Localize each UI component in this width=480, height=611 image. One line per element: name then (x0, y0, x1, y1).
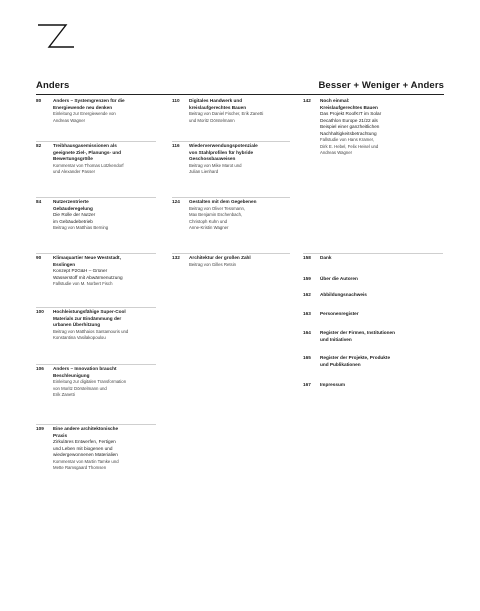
entry-title: urbanen Überhitzung (53, 322, 101, 327)
entry-title: geeignete Ziel-, Planungs- und (53, 149, 121, 155)
entry-author: Mette Ramsgaard Thomsen (53, 465, 107, 470)
toc-entry[interactable] (172, 199, 290, 232)
entry-author: Andreas Wagner (53, 117, 86, 123)
entry-title: Gestalten mit dem Gegebenen (189, 199, 257, 204)
entry-title: Noch einmal: (320, 98, 350, 103)
entry-body (320, 355, 443, 368)
entry-body (189, 199, 290, 232)
entry-title: Energiewende neu denken (53, 104, 113, 110)
entry-author: Beitrag von Mike Marot und (189, 162, 242, 168)
logo-icon (36, 22, 76, 50)
entry-title: Bewertungsgröße (53, 156, 93, 161)
entry-title: von Stahlprofilen für hybride (189, 149, 254, 155)
page-number: 124 (172, 199, 180, 204)
entry-author: Fallstudie von Hans Kramer, (320, 137, 374, 142)
entry-title: kreislaufgerechtes Bauen (189, 104, 247, 110)
entry-body (320, 98, 443, 157)
section-title-left: Anders (36, 80, 70, 91)
entry-title: Architektur der großen Zahl (189, 255, 251, 260)
page-number: 167 (303, 382, 311, 387)
entry-title: Hochleistungsfähige Super-Cool (53, 309, 126, 314)
entry-author: Konstantina Vasilakopoulou (53, 335, 106, 340)
entry-title: Eine andere architektonische (53, 426, 119, 431)
entry-author: Andreas Wagner (320, 150, 353, 155)
entry-title: Gebäuderegelung (53, 205, 93, 211)
entry-title: Beschleunigung (53, 372, 90, 378)
toc-entry[interactable] (303, 355, 443, 368)
page-number: 142 (303, 98, 311, 103)
entry-title: Geschossbauweisen (189, 156, 236, 161)
toc-entry[interactable] (303, 292, 443, 299)
entry-title: Register der Firmen, Institutionen (320, 330, 396, 335)
toc-entry[interactable] (36, 366, 156, 399)
page-number: 158 (303, 255, 311, 260)
entry-author: Beitrag von Oliver Tessmann, (189, 205, 246, 211)
entry-divider (172, 141, 290, 142)
entry-divider (36, 307, 156, 308)
entry-author: Einleitung zur digitalen Transformation (53, 379, 127, 384)
entry-subtitle: Nachhaltigkeitsbetrachtung (320, 130, 377, 136)
entry-divider (172, 253, 290, 254)
entry-title: Digitales Handwerk und (189, 98, 243, 103)
entry-author: und Moritz Dörstelmann (189, 117, 235, 123)
toc-entry[interactable] (303, 330, 443, 343)
toc-entry[interactable] (303, 311, 443, 318)
entry-title: Abbildungsnachweis (320, 292, 367, 297)
page-number: 159 (303, 276, 311, 281)
entry-title: Nutzerzentrierte (53, 199, 89, 204)
page-number: 106 (36, 366, 44, 371)
page-number: 100 (36, 309, 44, 314)
entry-body (53, 366, 156, 399)
entry-body (189, 98, 290, 124)
toc-entry[interactable] (172, 98, 290, 124)
entry-body (53, 309, 156, 342)
page-number: 163 (303, 311, 311, 316)
entry-subtitle: wiedergewonnenen Materialien (53, 452, 118, 457)
entry-author: Einleitung zur Energiewende von (53, 111, 116, 116)
entry-title: Anders – Innovation braucht (53, 366, 117, 371)
entry-author: Erik Zanetti (53, 392, 75, 397)
page-number: 132 (172, 255, 180, 260)
entry-title: Personenregister (320, 311, 359, 316)
entry-title: Treibhausgasemissionen als (53, 143, 117, 148)
entry-subtitle: Konzept P2G&H – Grüner (53, 268, 108, 273)
entry-body (189, 143, 290, 176)
entry-author: Anne-Kristin Wagner (189, 225, 229, 230)
toc-entry[interactable] (36, 309, 156, 342)
entry-title: Materials zur Eindämmung der (53, 315, 122, 321)
toc-entry[interactable] (303, 276, 443, 283)
entry-divider (36, 141, 156, 142)
entry-author: Beitrag von Gilles Retsin (189, 261, 237, 267)
entry-subtitle: Die Rolle der Nutzer (53, 212, 96, 217)
entry-author: Julian Lienhard (189, 169, 219, 174)
entry-title: Klimaquartier Neue Weststadt, (53, 255, 121, 260)
entry-title: Praxis (53, 432, 68, 438)
entry-author: Beitrag von Daniel Fischer, Erik Zanetti (189, 111, 264, 116)
entry-body (320, 311, 443, 318)
entry-author: Christoph Kuhn und (189, 218, 227, 224)
entry-subtitle: im Gebäudebetrieb (53, 218, 93, 224)
entry-body (53, 98, 156, 124)
entry-divider (303, 253, 443, 254)
entry-subtitle: Das Projekt RoofKIT im Solar (320, 111, 382, 116)
toc-entry[interactable] (36, 143, 156, 176)
entry-title: Über die Autoren (320, 276, 358, 281)
entry-author: Max Benjamin Eschenbach, (189, 212, 243, 217)
entry-author: Kommentar von Martin Tamke und (53, 458, 119, 464)
entry-title: und Publikationen (320, 361, 361, 367)
page-number: 165 (303, 355, 311, 360)
entry-body (53, 255, 156, 288)
entry-title: Wiederverwendungspotenziale (189, 143, 258, 148)
entry-body (320, 292, 443, 299)
entry-body (320, 255, 443, 262)
entry-author: Dirk E. Hebel, Felix Heisel und (320, 143, 379, 149)
toc-entry[interactable] (172, 143, 290, 176)
entry-divider (36, 253, 156, 254)
entry-author: Beitrag von Matthaios Santamouris und (53, 328, 129, 334)
entry-subtitle: und Leben mit biogenen und (53, 445, 113, 451)
entry-body (53, 426, 156, 472)
entry-subtitle: Zirkuläres Entwerfen, Fertigen (53, 439, 116, 444)
toc-entry[interactable] (303, 382, 443, 389)
entry-divider (36, 197, 156, 198)
header-rule (36, 94, 444, 95)
entry-title: Esslingen (53, 261, 76, 267)
page-number: 116 (172, 143, 180, 148)
entry-divider (36, 364, 156, 365)
entry-title: Impressum (320, 382, 346, 387)
entry-subtitle: Beispiel einer ganzheitlichen (320, 124, 380, 129)
entry-title: Anders – Systemgrenzen für die (53, 98, 125, 103)
toc-entry[interactable] (303, 255, 443, 262)
entry-body (189, 255, 290, 268)
entry-author: und Alexander Passer (53, 169, 96, 174)
entry-title: Dank (320, 255, 332, 260)
entry-body (320, 330, 443, 343)
entry-title: Register der Projekte, Produkte (320, 355, 391, 360)
entry-divider (172, 197, 290, 198)
entry-author: von Moritz Dörstelmann und (53, 385, 107, 391)
entry-body (320, 276, 443, 283)
entry-subtitle: Decathlon Europe 21/22 als (320, 117, 378, 123)
toc-entry[interactable] (36, 98, 156, 124)
toc-entry[interactable] (303, 98, 443, 157)
entry-title: Kreislaufgerechtes Bauen (320, 104, 378, 110)
page-number: 80 (36, 98, 42, 103)
toc-entry[interactable] (36, 255, 156, 288)
entry-title: und Initiativen (320, 336, 352, 342)
entry-body (320, 382, 443, 389)
page-number: 84 (36, 199, 42, 204)
page-number: 164 (303, 330, 311, 335)
entry-author: Kommentar von Thomas Lützkendorf (53, 162, 124, 168)
toc-entry[interactable] (172, 255, 290, 268)
section-title-right: Besser + Weniger + Anders (318, 80, 444, 91)
page-number: 162 (303, 292, 311, 297)
entry-author: Beitrag von Matthias Berning (53, 225, 109, 230)
toc-entry[interactable] (36, 426, 156, 472)
page-number: 90 (36, 255, 42, 260)
page-number: 109 (36, 426, 44, 431)
entry-author: Fallstudie von M. Norbert Fisch (53, 281, 113, 286)
toc-entry[interactable] (36, 199, 156, 232)
entry-divider (36, 424, 156, 425)
page-number: 82 (36, 143, 42, 148)
entry-body (53, 143, 156, 176)
entry-body (53, 199, 156, 232)
entry-subtitle: Wasserstoff mit Abwärmenutzung (53, 274, 123, 280)
page-number: 110 (172, 98, 180, 103)
